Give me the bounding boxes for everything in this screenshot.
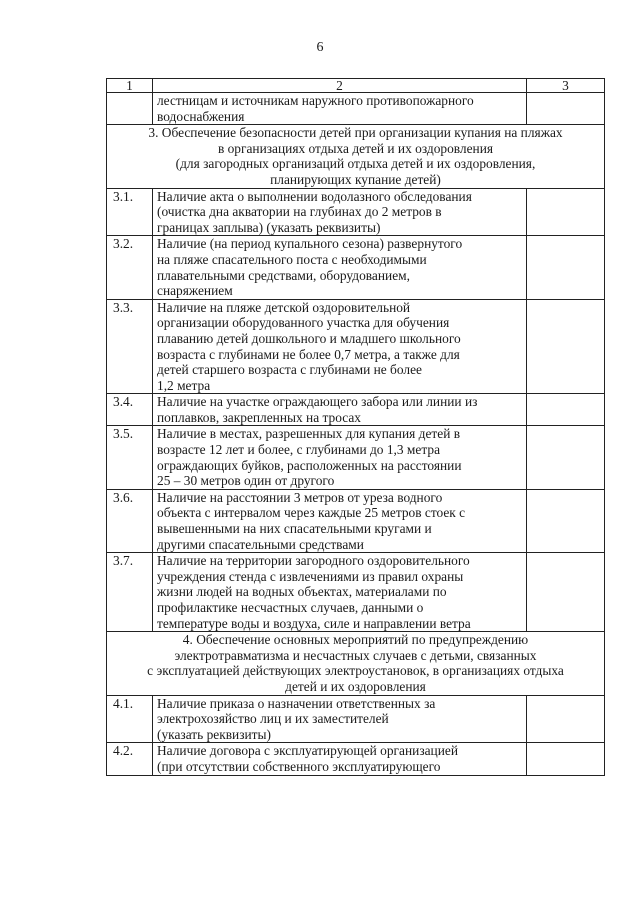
- item-mark-cell: [527, 426, 605, 489]
- item-mark-cell: [527, 188, 605, 236]
- table-row: [107, 695, 605, 743]
- item-description-line: (очистка дна акватории на глубинах до 2 метров в: [157, 204, 442, 220]
- table-row: [107, 743, 605, 775]
- item-description-line: Наличие на пляже детской оздоровительной: [157, 299, 411, 315]
- item-description-line: 1,2 метра: [157, 377, 211, 393]
- table-row: [107, 236, 605, 299]
- item-description-line: организации оборудованного участка для обучения: [157, 315, 450, 331]
- item-description-line: возраста с глубинами не более 0,7 метра, а также для: [157, 346, 460, 362]
- item-description-line: Наличие приказа о назначении ответственных за: [157, 695, 436, 711]
- table-row: [107, 299, 605, 394]
- item-description: [153, 695, 527, 743]
- item-mark-cell: [527, 236, 605, 299]
- section-heading-line: электротравматизма и несчастных случаев с детьми, связанных: [174, 647, 537, 663]
- section-heading-line: с эксплуатацией действующих электроустановок, в организациях отдыха: [147, 663, 564, 679]
- table-row: [107, 553, 605, 632]
- section-heading: [107, 632, 605, 695]
- table-header-row: [107, 79, 605, 93]
- item-description: [153, 489, 527, 552]
- item-number: 3.7.: [107, 553, 153, 632]
- item-number: 3.5.: [107, 426, 153, 489]
- item-mark-cell: [527, 489, 605, 552]
- item-description-line: объекта с интервалом через каждые 25 метров стоек с: [157, 505, 466, 521]
- item-description-line: плавательными средствами, оборудованием,: [157, 267, 410, 283]
- section-heading-line: планирующих купание детей): [270, 171, 441, 187]
- item-description-line: плаванию детей дошкольного и младшего школьного: [157, 330, 461, 346]
- item-description-line: профилактике несчастных случаев, данными о: [157, 600, 424, 615]
- item-number: 3.3.: [107, 299, 153, 394]
- section-heading-line: 4. Обеспечение основных мероприятий по предупреждению: [182, 632, 529, 648]
- item-mark-cell: [527, 93, 605, 125]
- table-row: [107, 489, 605, 552]
- item-description-line: лестницам и источникам наружного противопожарного: [157, 93, 474, 108]
- item-description-line: Наличие на расстоянии 3 метров от уреза водного: [157, 489, 443, 505]
- section-heading-line: в организациях отдыха детей и их оздоровления: [217, 140, 494, 156]
- item-description-line: вывешенными на них спасательными кругами и: [157, 521, 432, 537]
- column-header-3: 3: [527, 79, 605, 93]
- item-description: [153, 394, 527, 426]
- item-description: [153, 553, 527, 632]
- item-description-line: поплавков, закрепленных на тросах: [157, 409, 361, 425]
- table-row: [107, 426, 605, 489]
- item-description: [153, 236, 527, 299]
- item-description-line: (указать реквизиты): [157, 726, 271, 742]
- item-mark-cell: [527, 394, 605, 426]
- section-heading-row: [107, 632, 605, 695]
- item-number: 3.1.: [107, 188, 153, 236]
- checklist-table: [106, 78, 605, 776]
- item-description-line: границах заплыва) (указать реквизиты): [157, 219, 381, 235]
- item-number: 3.6.: [107, 489, 153, 552]
- section-heading-row: [107, 125, 605, 188]
- item-description-line: на пляже спасательного поста с необходимыми: [157, 251, 427, 267]
- section-heading-line: детей и их оздоровления: [285, 678, 426, 694]
- item-number: 4.1.: [107, 695, 153, 743]
- item-description-line: температуре воды и воздуха, силе и направлении ветра: [157, 615, 471, 631]
- table-row: [107, 394, 605, 426]
- item-description-line: Наличие в местах, разрешенных для купания детей в: [157, 426, 461, 442]
- item-description-line: (при отсутствии собственного эксплуатирующего: [157, 758, 441, 774]
- item-mark-cell: [527, 553, 605, 632]
- item-description-line: детей старшего возраста с глубинами не более: [157, 362, 422, 378]
- table-row: [107, 188, 605, 236]
- item-number: [107, 93, 153, 125]
- item-description: [153, 188, 527, 236]
- item-description-line: возрасте 12 лет и более, с глубинами до 1,3 метра: [157, 442, 441, 458]
- item-number: 3.2.: [107, 236, 153, 299]
- item-description-line: Наличие договора с эксплуатирующей организацией: [157, 743, 459, 759]
- item-description-line: снаряжением: [157, 283, 233, 299]
- item-mark-cell: [527, 743, 605, 775]
- item-description-line: жизни людей на водных объектах, материалами по: [157, 584, 447, 600]
- section-heading-line: (для загородных организаций отдыха детей и их оздоровления,: [175, 156, 536, 172]
- item-description-line: другими спасательными средствами: [157, 536, 364, 552]
- column-header-1: 1: [107, 79, 153, 93]
- item-description-line: Наличие на территории загородного оздоровительного: [157, 553, 470, 569]
- item-number: 4.2.: [107, 743, 153, 775]
- item-mark-cell: [527, 695, 605, 743]
- item-description: [153, 299, 527, 394]
- table-row: [107, 93, 605, 125]
- item-description: [153, 93, 527, 125]
- item-description-line: Наличие акта о выполнении водолазного обследования: [157, 188, 472, 204]
- item-description: [153, 426, 527, 489]
- item-description-line: 25 – 30 метров один от другого: [157, 473, 335, 489]
- item-description-line: учреждения стенда с извлечениями из правил охраны: [157, 568, 464, 584]
- section-heading-line: 3. Обеспечение безопасности детей при организации купания на пляжах: [148, 125, 563, 141]
- item-number: 3.4.: [107, 394, 153, 426]
- column-header-2: 2: [153, 79, 527, 93]
- item-description: [153, 743, 527, 775]
- item-description-line: ограждающих буйков, расположенных на расстоянии: [157, 457, 462, 473]
- section-heading: [107, 125, 605, 188]
- item-description-line: электрохозяйство лиц и их заместителей: [157, 711, 389, 727]
- page-number: 6: [316, 40, 324, 55]
- item-description-line: Наличие (на период купального сезона) развернутого: [157, 236, 463, 252]
- item-description-line: водоснабжения: [157, 108, 245, 124]
- item-description-line: Наличие на участке ограждающего забора или линии из: [157, 394, 478, 410]
- item-mark-cell: [527, 299, 605, 394]
